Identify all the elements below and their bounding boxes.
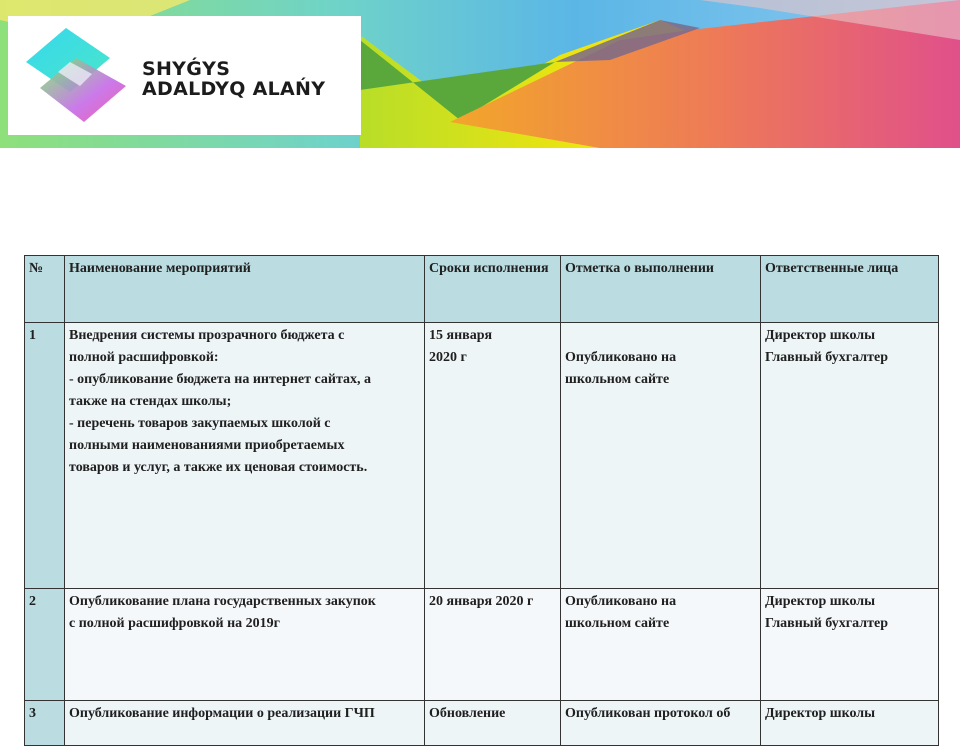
- row-responsible: Директор школы Главный бухгалтер: [761, 589, 939, 701]
- row-event-name: Опубликование плана государственных закупок с полной расшифровкой на 2019г: [65, 589, 425, 701]
- row-deadline: 20 января 2020 г: [425, 589, 561, 701]
- row-event-name: Внедрения системы прозрачного бюджета с полной расшифровкой: - опубликование бюджета на интернет сайтах, а также на стендах школы; - перечень товаров закупаемых школой с полными наименованиями приобретаемых товаров и услуг, а также их ценовая стоимость.: [65, 323, 425, 589]
- row-number: 1: [25, 323, 65, 589]
- header-banner: [0, 0, 960, 148]
- row-responsible: Директор школы: [761, 701, 939, 746]
- row-number: 3: [25, 701, 65, 746]
- header-deadline: Сроки исполнения: [425, 256, 561, 323]
- table-row: [25, 589, 939, 701]
- table-header-row: [25, 256, 939, 323]
- row-completion-mark: Опубликовано на школьном сайте: [561, 589, 761, 701]
- table-row: [25, 701, 939, 746]
- row-deadline: 15 января 2020 г: [425, 323, 561, 589]
- row-deadline: Обновление: [425, 701, 561, 746]
- row-responsible: Директор школы Главный бухгалтер: [761, 323, 939, 589]
- logo-line-2: ADALDYQ ALAŃY: [142, 78, 326, 100]
- row-event-name: Опубликование информации о реализации ГЧП: [65, 701, 425, 746]
- header-event-name: Наименование мероприятий: [65, 256, 425, 323]
- row-completion-mark: Опубликовано на школьном сайте: [561, 323, 761, 589]
- logo-mark-icon: [22, 28, 134, 124]
- row-completion-mark: Опубликован протокол об: [561, 701, 761, 746]
- row-number: 2: [25, 589, 65, 701]
- header-number: №: [25, 256, 65, 323]
- logo-text: [142, 59, 325, 99]
- logo-box: [8, 16, 361, 135]
- logo-line-1: SHYǴYS: [142, 58, 231, 80]
- header-responsible: Ответственные лица: [761, 256, 939, 323]
- header-completion-mark: Отметка о выполнении: [561, 256, 761, 323]
- plan-table: [24, 255, 939, 746]
- table-row: [25, 323, 939, 589]
